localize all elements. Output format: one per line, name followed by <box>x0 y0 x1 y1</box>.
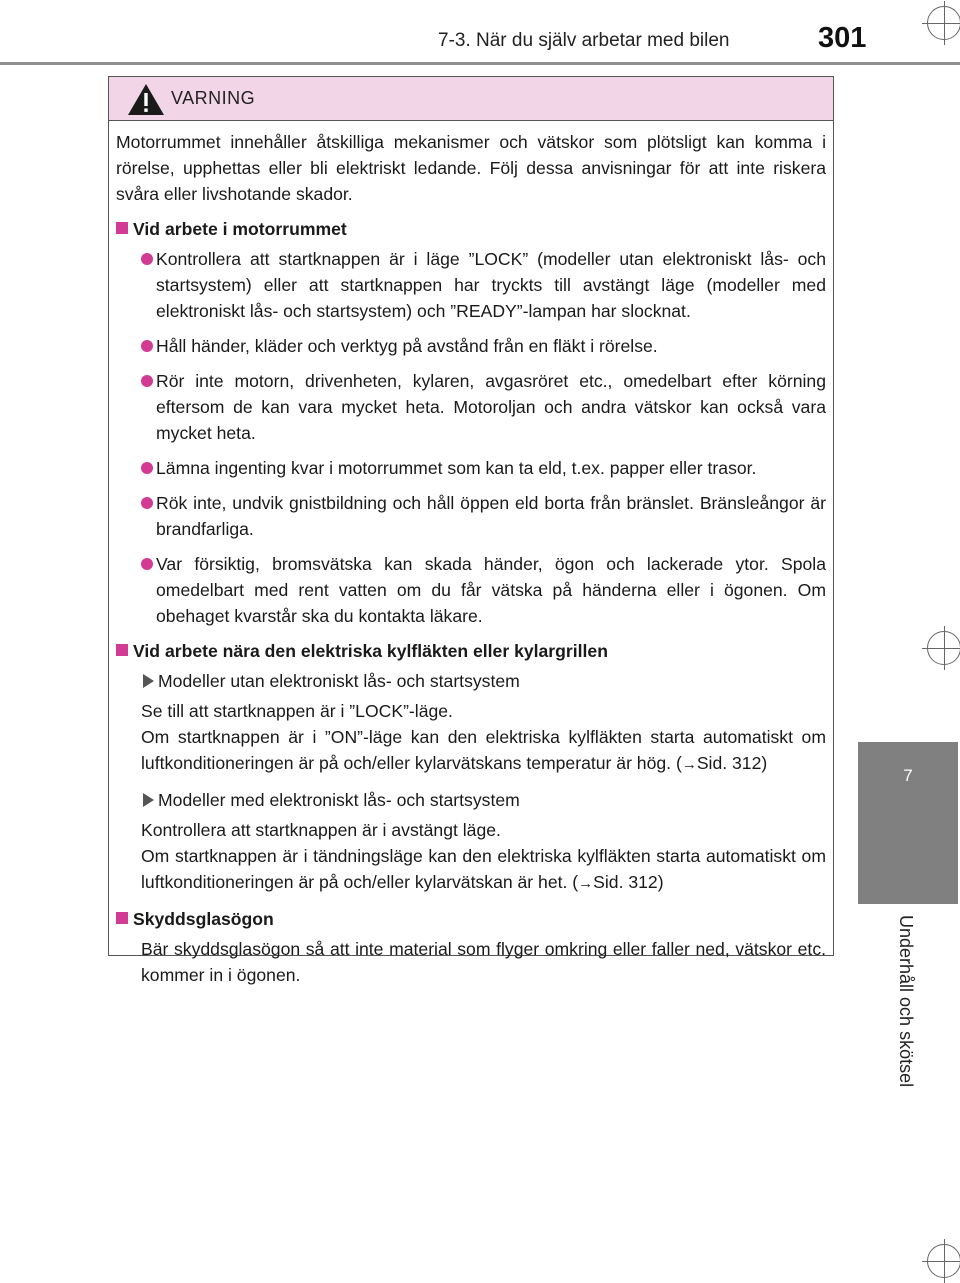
running-header: 7-3. När du själv arbetar med bilen <box>438 30 730 51</box>
arrow-right-icon: → <box>578 875 594 892</box>
warning-box <box>108 76 834 985</box>
round-bullet-icon <box>141 462 153 474</box>
section-text: Bär skyddsglasögon så att inte material som flyger omkring eller faller ned, vätskor etc. kommer in i ögonen. <box>141 939 826 985</box>
list-item: Rör inte motorn, drivenheten, kylaren, avgasröret etc., omedelbart efter körning eftersom de kan vara mycket heta. Motoroljan och andra vätskor kan också vara mycket heta. <box>116 368 826 446</box>
square-bullet-icon <box>116 644 128 656</box>
warning-triangle-icon <box>127 83 165 116</box>
header-rule <box>0 62 960 65</box>
section-title: Vid arbete i motorrummet <box>116 216 826 242</box>
square-bullet-icon <box>116 222 128 234</box>
model-heading: Modeller med elektroniskt lås- och startsystem <box>116 787 826 813</box>
registration-mark-icon <box>927 6 960 40</box>
page-reference-link[interactable]: Sid. 312) <box>696 753 768 773</box>
warning-label: VARNING <box>171 88 256 108</box>
list-item: Rök inte, undvik gnistbildning och håll öppen eld borta från bränslet. Bränsleångor är brandfarliga. <box>116 490 826 542</box>
model-text: Se till att startknappen är i ”LOCK”-läge. Om startknappen är i ”ON”-läge kan den elektriska kylfläkten starta automatiskt om luftkonditioneringen är på och/eller kylarvätskans temperatur är hög. (→Sid. 312) <box>141 701 826 773</box>
section-title: Vid arbete nära den elektriska kylfläkten eller kylargrillen <box>116 638 826 664</box>
square-bullet-icon <box>116 912 128 924</box>
model-text: Kontrollera att startknappen är i avstängt läge. Om startknappen är i tändningsläge kan den elektriska kylfläkten starta automatiskt om luftkonditioneringen är på och/eller kylarvätskan är het. (→Sid. 312) <box>141 820 826 892</box>
warning-intro: Motorrummet innehåller åtskilliga mekanismer och vätskor som plötsligt kan komma i rörelse, upphettas eller bli elektriskt ledande. Följ dessa anvisningar för att inte riskera svåra eller livshotande skador. <box>116 132 826 204</box>
list-item: Kontrollera att startknappen är i läge ”LOCK” (modeller utan elektroniskt lås- och startsystem) eller att startknappen har tryckts till avstängt läge (modeller med elektroniskt lås- och startsystem) och ”READY”-lampan har slocknat. <box>116 246 826 324</box>
triangle-bullet-icon <box>143 674 154 688</box>
round-bullet-icon <box>141 497 153 509</box>
arrow-right-icon: → <box>681 756 697 773</box>
list-item: Lämna ingenting kvar i motorrummet som kan ta eld, t.ex. papper eller trasor. <box>116 455 826 481</box>
round-bullet-icon <box>141 253 153 265</box>
registration-mark-icon <box>927 631 960 665</box>
round-bullet-icon <box>141 340 153 352</box>
chapter-tab <box>858 742 958 904</box>
chapter-number: 7 <box>903 766 913 785</box>
model-heading: Modeller utan elektroniskt lås- och startsystem <box>116 668 826 694</box>
list-item: Var försiktig, bromsvätska kan skada händer, ögon och lackerade ytor. Spola omedelbart med rent vatten om du får vätska på händerna eller i ögonen. Om obehaget kvarstår ska du kontakta läkare. <box>116 551 826 629</box>
warning-header <box>109 77 833 121</box>
registration-mark-icon <box>927 1244 960 1278</box>
page-number: 301 <box>818 22 867 54</box>
triangle-bullet-icon <box>143 793 154 807</box>
warning-body <box>116 129 826 997</box>
section-title: Skyddsglasögon <box>116 906 826 932</box>
list-item: Håll händer, kläder och verktyg på avstånd från en fläkt i rörelse. <box>116 333 826 359</box>
page-reference-link[interactable]: Sid. 312) <box>593 872 664 892</box>
round-bullet-icon <box>141 375 153 387</box>
chapter-title: Underhåll och skötsel <box>896 915 916 1088</box>
round-bullet-icon <box>141 558 153 570</box>
